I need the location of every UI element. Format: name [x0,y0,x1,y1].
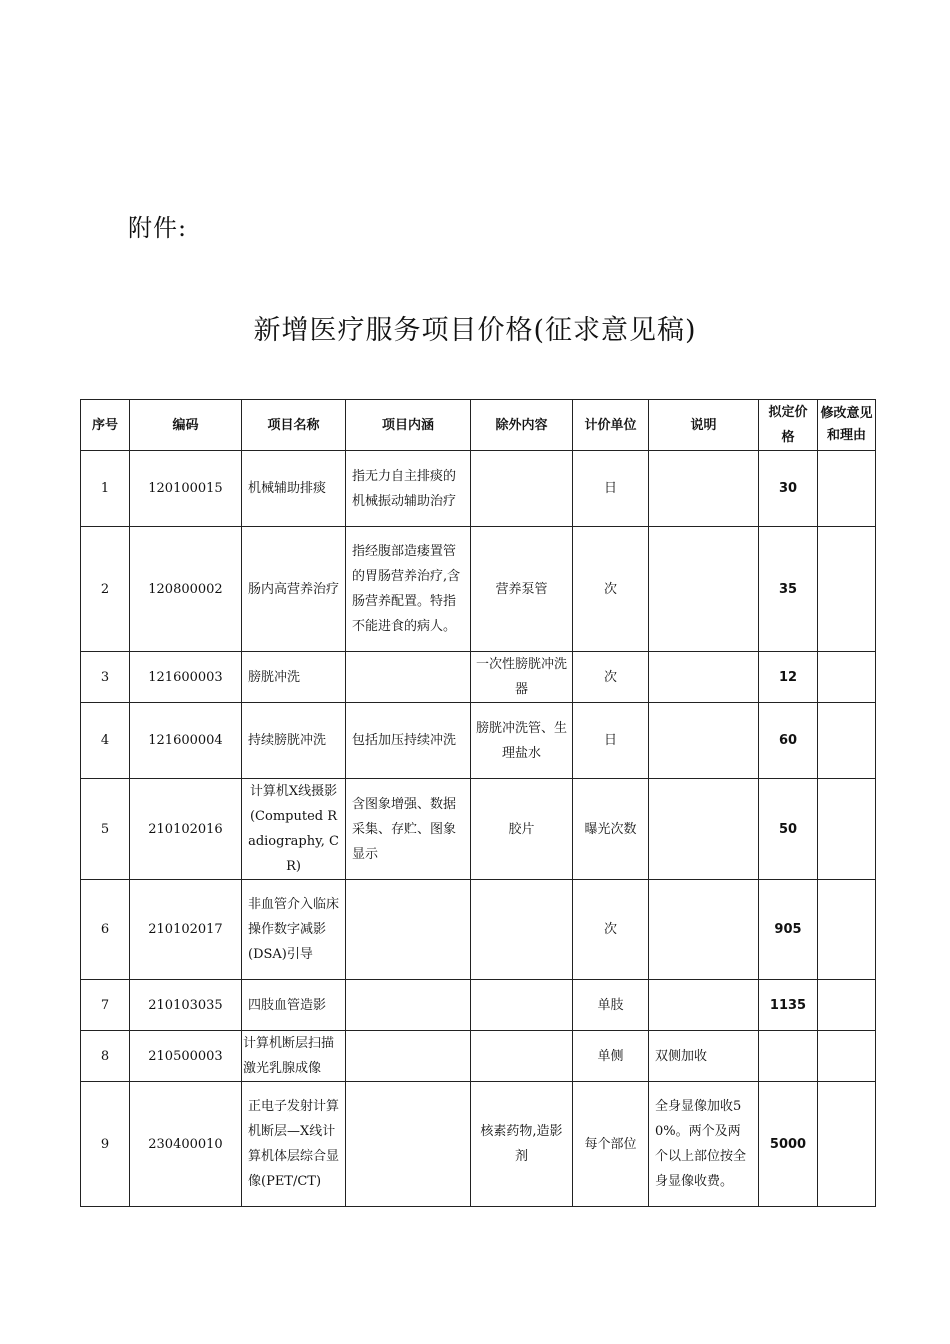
cell-price: 50 [759,779,818,880]
cell-price: 12 [759,652,818,703]
cell-no: 4 [81,703,130,779]
cell-unit: 次 [573,527,649,652]
cell-code: 120800002 [130,527,242,652]
header-opinion: 修改意见和理由 [818,400,876,451]
cell-name: 肠内高营养治疗 [242,527,346,652]
cell-code: 121600003 [130,652,242,703]
cell-note [649,980,759,1031]
cell-excluded: 营养泵管 [471,527,573,652]
cell-opinion [818,1031,876,1082]
cell-no: 8 [81,1031,130,1082]
cell-name: 计算机断层扫描激光乳腺成像 [242,1031,346,1082]
table-row [81,980,876,1031]
table-header-row [81,400,876,451]
cell-content: 指无力自主排痰的机械振动辅助治疗 [346,451,471,527]
cell-code: 120100015 [130,451,242,527]
cell-note [649,527,759,652]
cell-unit: 日 [573,703,649,779]
header-price: 拟定价格 [759,400,818,451]
cell-excluded: 一次性膀胱冲洗器 [471,652,573,703]
cell-name: 机械辅助排痰 [242,451,346,527]
cell-content [346,980,471,1031]
cell-excluded [471,1031,573,1082]
cell-content [346,1031,471,1082]
cell-code: 210103035 [130,980,242,1031]
cell-unit: 单肢 [573,980,649,1031]
cell-note [649,652,759,703]
cell-note [649,779,759,880]
cell-no: 5 [81,779,130,880]
cell-unit: 曝光次数 [573,779,649,880]
cell-unit: 日 [573,451,649,527]
cell-price: 60 [759,703,818,779]
cell-opinion [818,980,876,1031]
cell-opinion [818,880,876,980]
cell-opinion [818,703,876,779]
cell-name: 非血管介入临床操作数字减影(DSA)引导 [242,880,346,980]
cell-excluded [471,980,573,1031]
cell-content: 包括加压持续冲洗 [346,703,471,779]
cell-opinion [818,779,876,880]
cell-note [649,703,759,779]
cell-content [346,880,471,980]
cell-name: 计算机X线摄影(Computed Radiography, CR) [242,779,346,880]
cell-no: 3 [81,652,130,703]
cell-unit: 单侧 [573,1031,649,1082]
cell-no: 6 [81,880,130,980]
header-no: 序号 [81,400,130,451]
page-title: 新增医疗服务项目价格(征求意见稿) [253,315,697,346]
cell-note: 双侧加收 [649,1031,759,1082]
cell-no: 2 [81,527,130,652]
cell-excluded: 胶片 [471,779,573,880]
header-note: 说明 [649,400,759,451]
cell-name: 膀胱冲洗 [242,652,346,703]
cell-code: 230400010 [130,1082,242,1207]
table-row [81,1082,876,1207]
cell-note: 全身显像加收50%。两个及两个以上部位按全身显像收费。 [649,1082,759,1207]
table-row [81,527,876,652]
cell-price: 905 [759,880,818,980]
cell-excluded [471,451,573,527]
header-name: 项目名称 [242,400,346,451]
cell-no: 7 [81,980,130,1031]
cell-code: 121600004 [130,703,242,779]
cell-opinion [818,527,876,652]
table-row [81,1031,876,1082]
cell-excluded: 膀胱冲洗管、生理盐水 [471,703,573,779]
table-row [81,880,876,980]
cell-opinion [818,652,876,703]
cell-price: 1135 [759,980,818,1031]
table-row [81,451,876,527]
cell-note [649,880,759,980]
cell-price: 35 [759,527,818,652]
cell-name: 持续膀胱冲洗 [242,703,346,779]
cell-content [346,1082,471,1207]
attachment-label: 附件: [128,214,188,242]
cell-content: 指经腹部造瘘置管的胃肠营养治疗,含肠营养配置。特指不能进食的病人。 [346,527,471,652]
cell-code: 210500003 [130,1031,242,1082]
cell-excluded: 核素药物,造影剂 [471,1082,573,1207]
cell-code: 210102016 [130,779,242,880]
cell-name: 四肢血管造影 [242,980,346,1031]
cell-unit: 次 [573,880,649,980]
cell-unit: 每个部位 [573,1082,649,1207]
table-row [81,779,876,880]
cell-no: 1 [81,451,130,527]
cell-code: 210102017 [130,880,242,980]
cell-price [759,1031,818,1082]
table-row [81,652,876,703]
price-table [80,399,876,1207]
cell-opinion [818,451,876,527]
cell-content [346,652,471,703]
cell-note [649,451,759,527]
table-row [81,703,876,779]
cell-no: 9 [81,1082,130,1207]
cell-price: 5000 [759,1082,818,1207]
cell-opinion [818,1082,876,1207]
header-content: 项目内涵 [346,400,471,451]
header-code: 编码 [130,400,242,451]
cell-price: 30 [759,451,818,527]
header-excluded: 除外内容 [471,400,573,451]
cell-excluded [471,880,573,980]
cell-content: 含图象增强、数据采集、存贮、图象显示 [346,779,471,880]
cell-unit: 次 [573,652,649,703]
cell-name: 正电子发射计算机断层—X线计算机体层综合显像(PET/CT) [242,1082,346,1207]
header-unit: 计价单位 [573,400,649,451]
